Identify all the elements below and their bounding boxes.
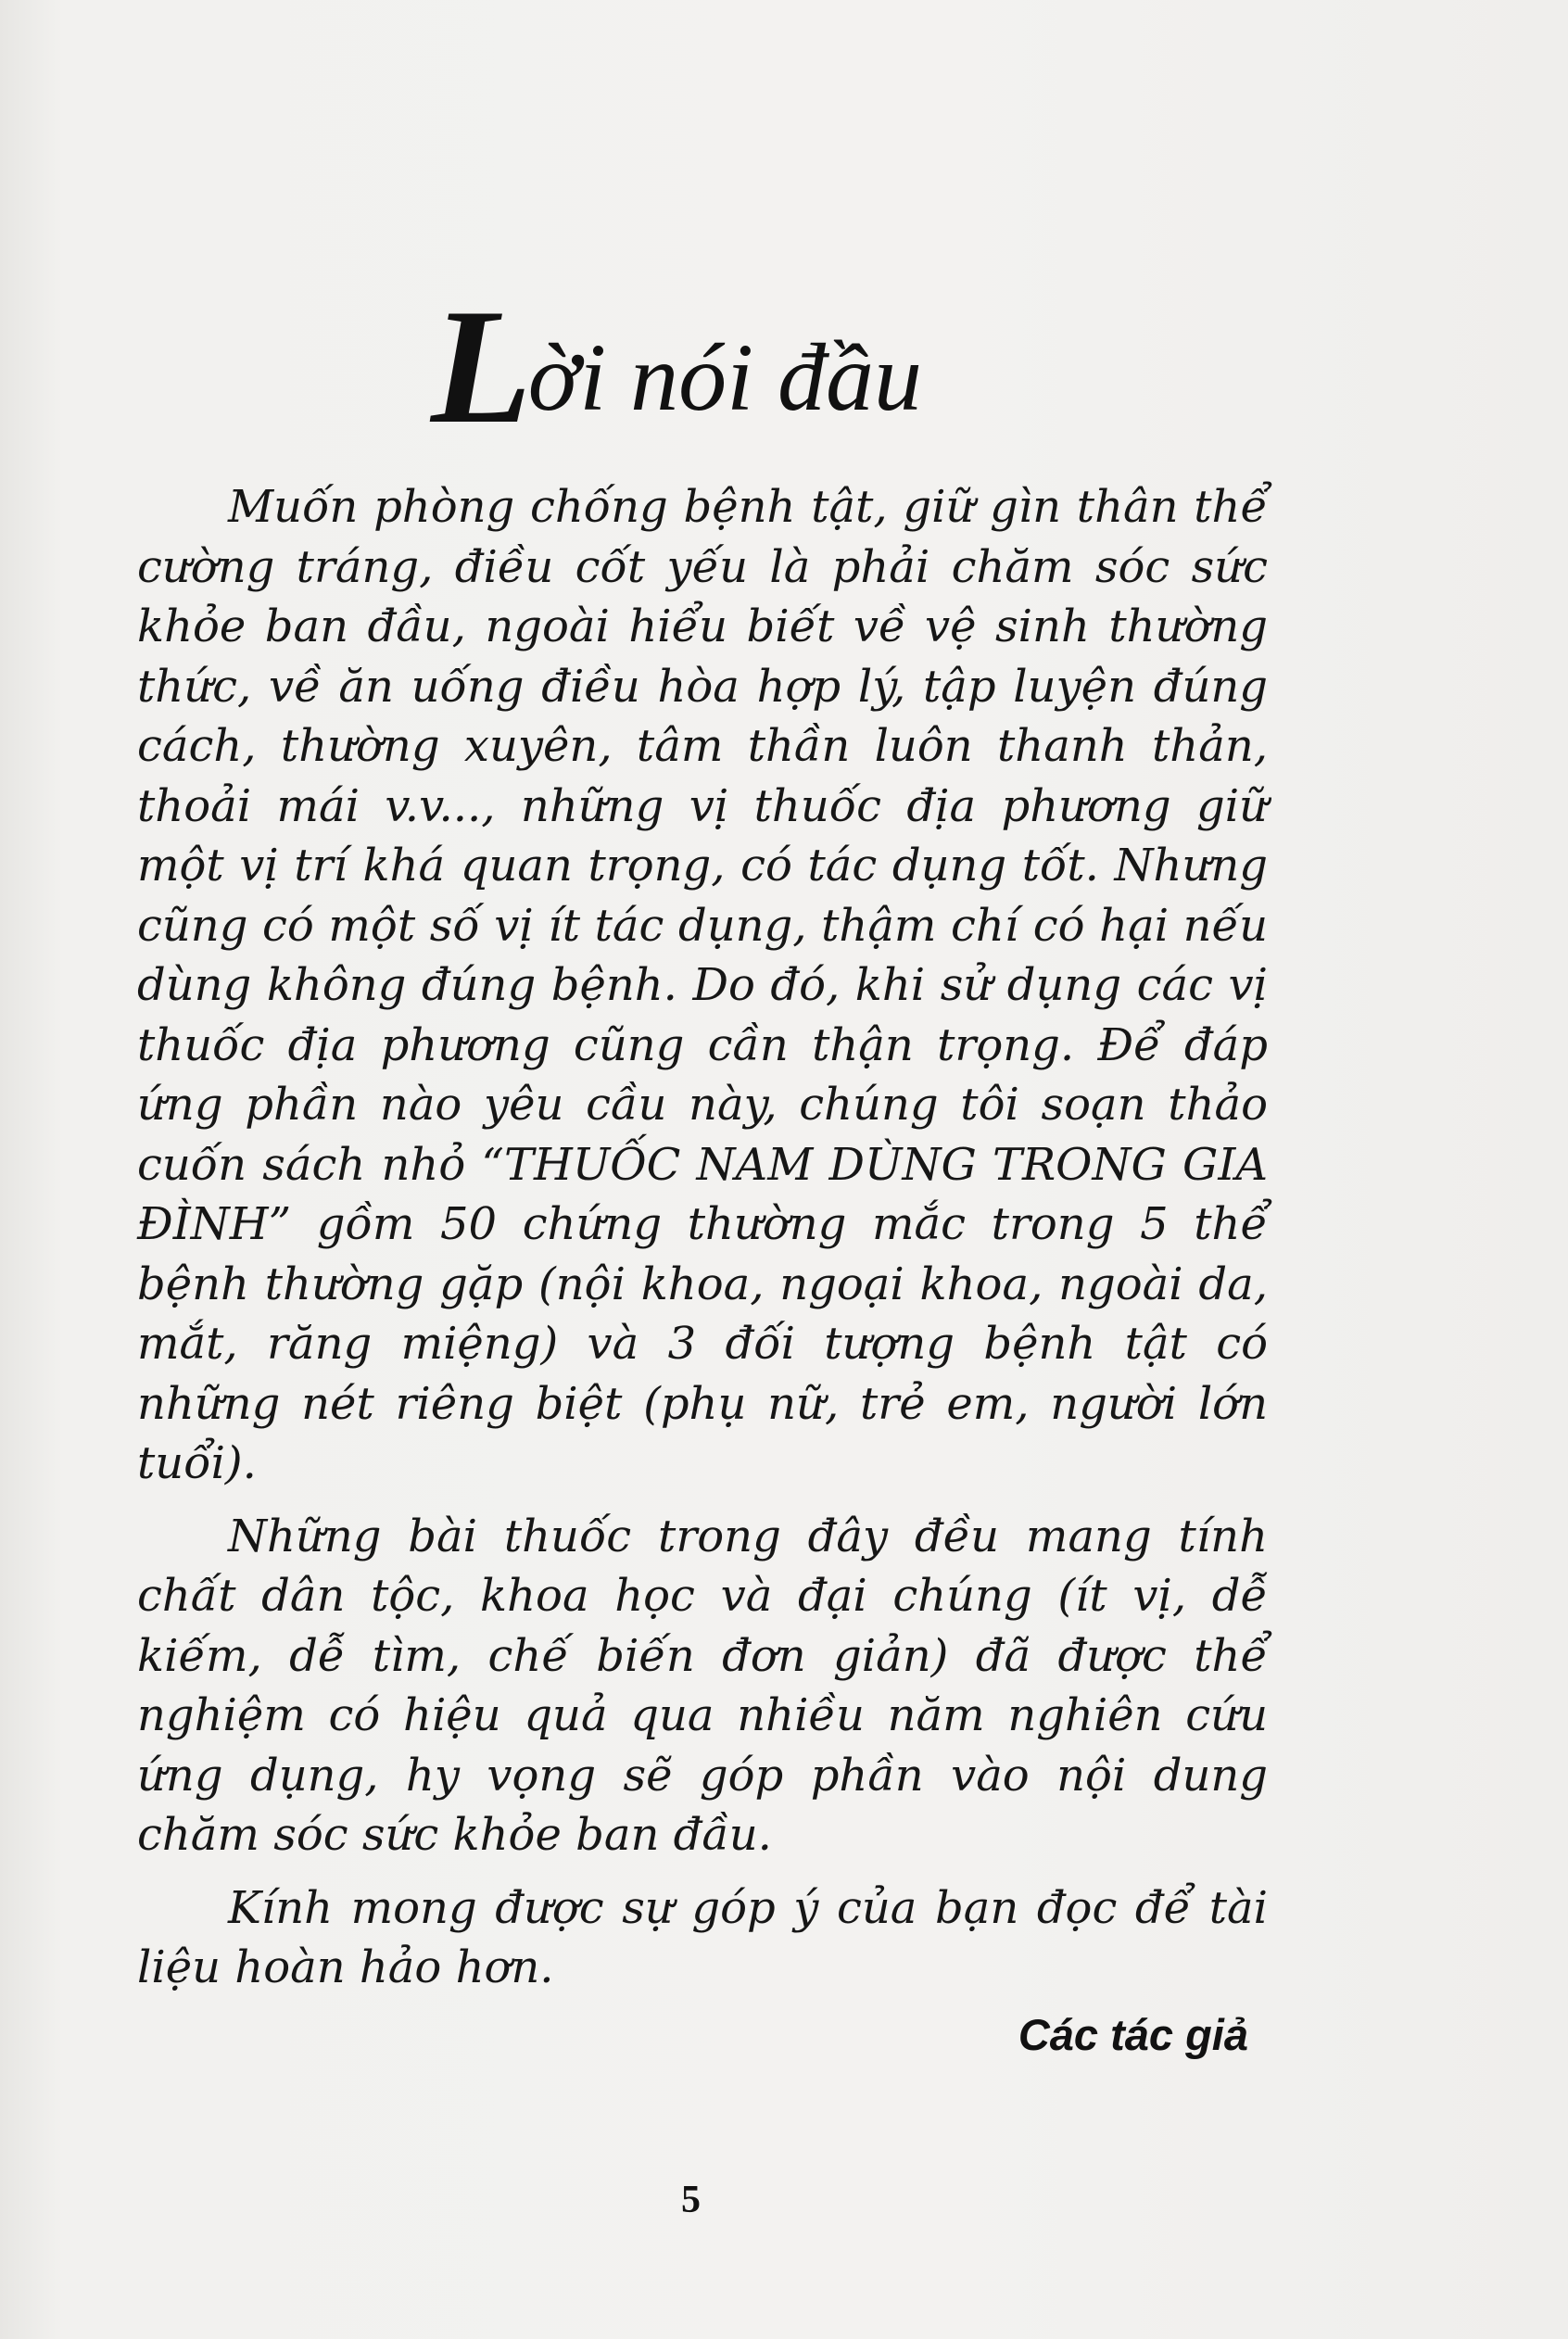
signature: Các tác giả [1018,2010,1248,2059]
paragraph-2: Những bài thuốc trong đây đều mang tính chất dân tộc, khoa học và đại chúng (ít vị, dễ kiếm, dễ tìm, chế biến đơn giản) đã được thể nghiệm có hiệu quả qua nhiều năm nghiên cứu ứng dụng, hy vọng sẽ góp phần vào nội dung chăm sóc sức khỏe ban đầu. [137,1510,1268,1861]
preface-body [137,477,1268,1998]
title-dropcap: L [431,274,526,458]
paragraph-3: Kính mong được sự góp ý của bạn đọc để tài liệu hoàn hảo hơn. [137,1881,1268,1993]
paragraph-1: Muốn phòng chống bệnh tật, giữ gìn thân thể cường tráng, điều cốt yếu là phải chăm sóc sức khỏe ban đầu, ngoài hiểu biết về vệ sinh thường thức, về ăn uống điều hòa hợp lý, tập luyện đúng cách, thường xuyên, tâm thần luôn thanh thản, thoải mái v.v..., những vị thuốc địa phương giữ một vị trí khá quan trọng, có tác dụng tốt. Nhưng cũng có một số vị ít tác dụng, thậm chí có hại nếu dùng không đúng bệnh. Do đó, khi sử dụng các vị thuốc địa phương cũng cần thận trọng. Để đáp ứng phần nào yêu cầu này, chúng tôi soạn thảo cuốn sách nhỏ “THUỐC NAM DÙNG TRONG GIA ĐÌNH” gồm 50 chứng thường mắc trong 5 thể bệnh thường gặp (nội khoa, ngoại khoa, ngoài da, mắt, răng miệng) và 3 đối tượng bệnh tật có những nét riêng biệt (phụ nữ, trẻ em, người lớn tuổi). [137,481,1268,1489]
title-text: ời nói đầu [527,324,923,431]
page-number: 5 [681,2179,701,2221]
page-title [431,274,923,458]
